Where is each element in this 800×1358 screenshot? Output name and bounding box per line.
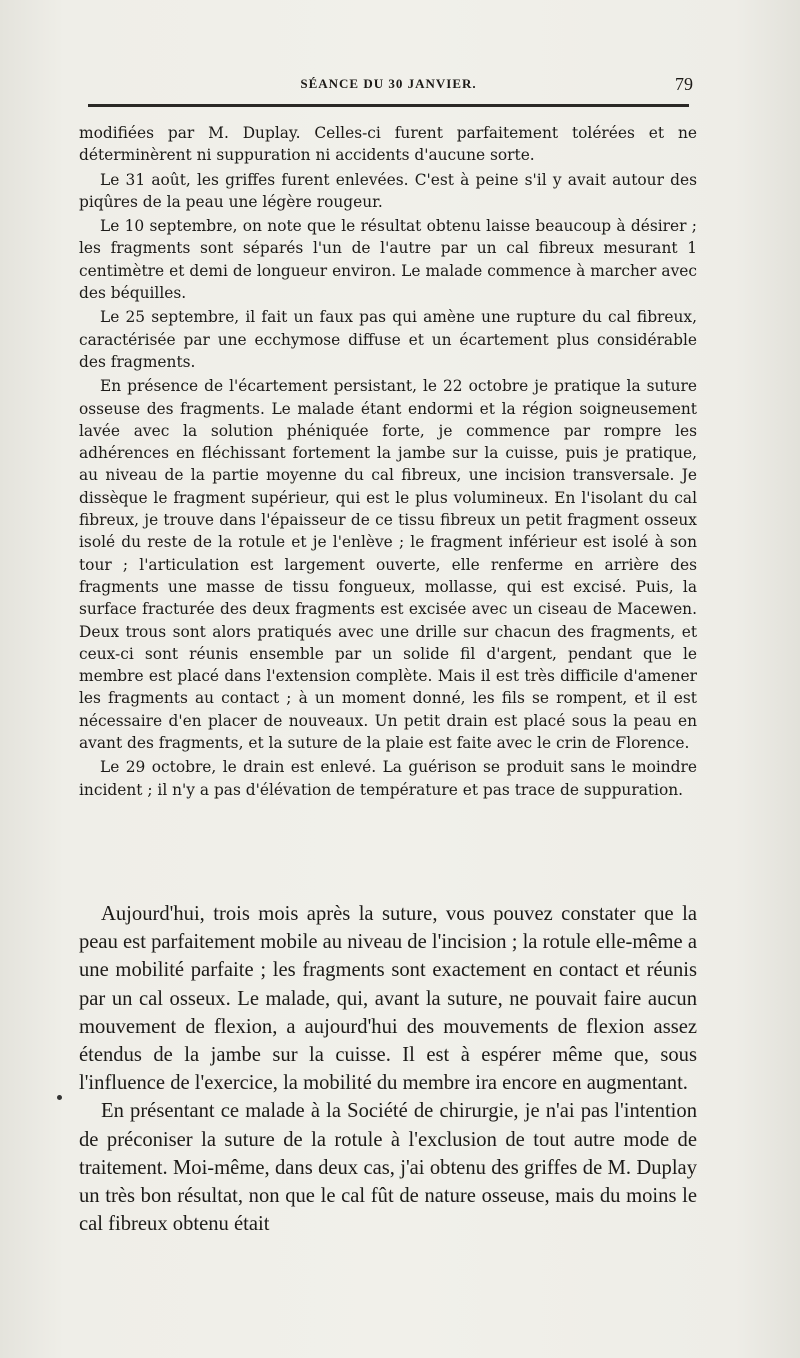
running-header bbox=[80, 74, 697, 98]
running-title: SÉANCE DU 30 JANVIER. bbox=[300, 76, 477, 91]
paragraph-oct-22: En présence de l'écartement persistant, le 22 octobre je pratique la suture osseuse des fragments. Le malade étant endormi et la région soigneusement lavée avec la solution phéniquée forte, je commence par rompre les adhérences en fléchissant fortement la jambe sur la cuisse, puis je pratique, au niveau de la partie moyenne du cal fibreux, une incision transversale. Je dissèque le fragment supérieur, qui est le plus volumineux. En l'isolant du cal fibreux, je trouve dans l'épaisseur de ce tissu fibreux un petit fragment osseux isolé du reste de la rotule et je l'enlève ; le fragment inférieur est isolé à son tour ; l'articulation est largement ouverte, elle renferme en arrière des fragments une masse de tissu fongueux, mollasse, qui est excisé. Puis, la surface fracturée des deux fragments est excisée avec un ciseau de Macewen. Deux trous sont alors pratiqués avec une drille sur chacun des fragments, et ceux-ci sont réunis ensemble par un solide fil d'argent, pendant que le membre est placé dans l'extension complète. Mais il est très difficile d'amener les fragments au contact ; à un moment donné, les fils se rompent, et il est nécessaire d'en placer de nouveaux. Un petit drain est placé sous la peau en avant des fragments, et la suture de la plaie est faite avec le crin de Florence. bbox=[79, 377, 697, 753]
header-rule bbox=[88, 104, 689, 107]
page-number: 79 bbox=[675, 74, 693, 94]
paragraph-continuation: modifiées par M. Duplay. Celles-ci furent parfaitement tolérées et ne déterminèrent ni suppuration ni accidents d'aucune sorte. bbox=[79, 124, 697, 165]
case-report-text bbox=[79, 122, 697, 801]
paragraph-presentation: En présentant ce malade à la Société de chirurgie, je n'ai pas l'intention de préconiser la suture de la rotule à l'exclusion de tout autre mode de traitement. Moi-même, dans deux cas, j'ai obtenu des griffes de M. Duplay un très bon résultat, non que le cal fût de nature osseuse, mais du moins le cal fibreux obtenu était bbox=[79, 1100, 697, 1236]
paragraph-aug-31: Le 31 août, les griffes furent enlevées. C'est à peine s'il y avait autour des piqûres de la peau une légère rougeur. bbox=[79, 170, 697, 211]
paragraph-sep-25: Le 25 septembre, il fait un faux pas qui amène une rupture du cal fibreux, caractérisée par une ecchymose diffuse et un écartement plus considérable des fragments. bbox=[79, 308, 697, 371]
paragraph-oct-29: Le 29 octobre, le drain est enlevé. La guérison se produit sans le moindre incident ; il n'y a pas d'élévation de température et pas trace de suppuration. bbox=[79, 758, 697, 799]
commentary-text bbox=[79, 900, 697, 1238]
paragraph-sep-10: Le 10 septembre, on note que le résultat obtenu laisse beaucoup à désirer ; les fragments sont séparés l'un de l'autre par un cal fibreux mesurant 1 centimètre et demi de longueur environ. Le malade commence à marcher avec des béquilles. bbox=[79, 217, 697, 303]
margin-dot bbox=[57, 1095, 62, 1100]
paragraph-today: Aujourd'hui, trois mois après la suture, vous pouvez constater que la peau est parfaitement mobile au niveau de l'incision ; la rotule elle-même a une mobilité parfaite ; les fragments sont exactement en contact et réunis par un cal osseux. Le malade, qui, avant la suture, ne pouvait faire aucun mouvement de flexion, a aujourd'hui des mouvements de flexion assez étendus de la jambe sur la cuisse. Il est à espérer même que, sous l'influence de l'exercice, la mobilité du membre ira encore en augmentant. bbox=[79, 903, 697, 1095]
